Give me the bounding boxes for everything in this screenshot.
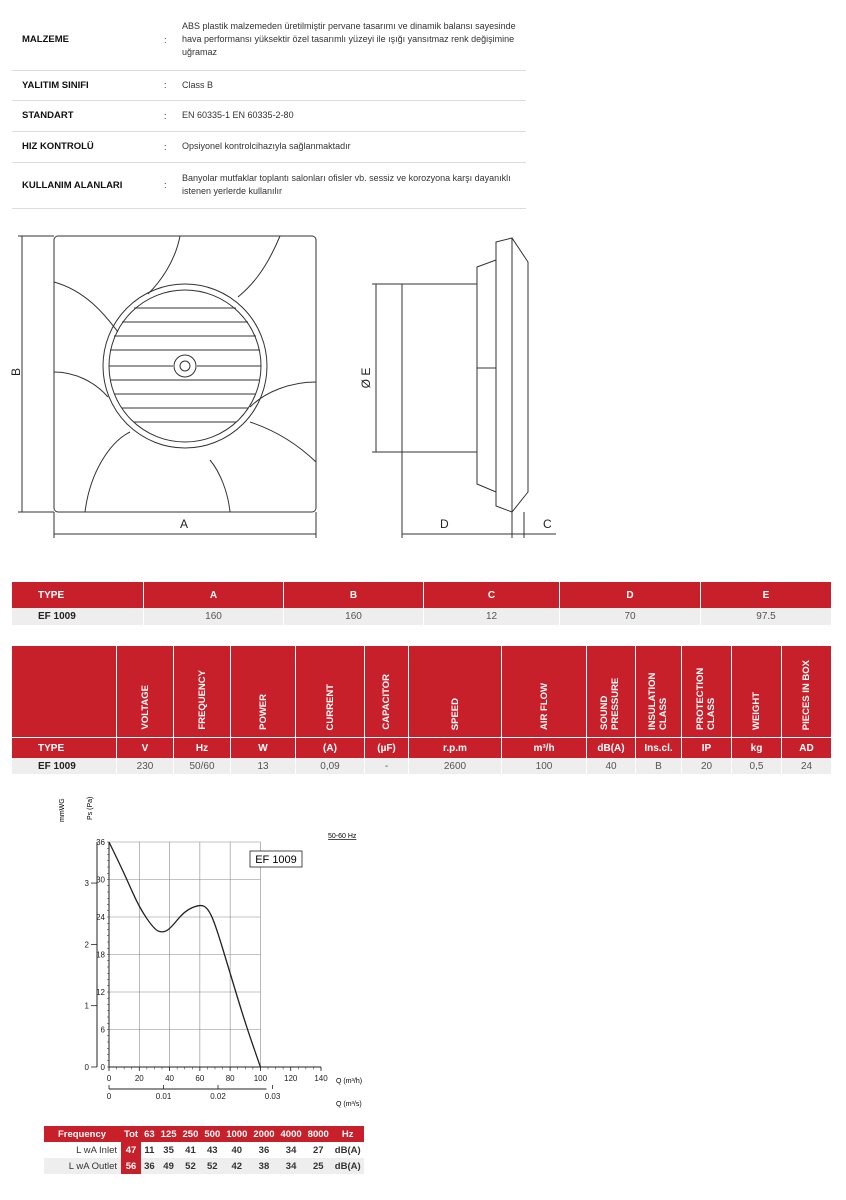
dimensions-header: E — [701, 582, 832, 608]
swirl-line — [250, 382, 316, 407]
x-tick-label: 120 — [284, 1074, 298, 1083]
spec-key: MALZEME — [12, 10, 164, 70]
y-tick-label: 18 — [96, 950, 105, 960]
electrical-cell: 100 — [502, 758, 587, 774]
y-tick-label: 12 — [96, 988, 105, 997]
unit-cell: V — [117, 738, 174, 759]
electrical-header — [636, 646, 682, 738]
y-tick-label: 30 — [96, 875, 105, 885]
unit-cell: W — [231, 738, 296, 759]
hub-circle — [174, 355, 196, 377]
secondary-x-tick-label: 0 — [106, 1092, 112, 1101]
x-tick-label: 0 — [106, 1074, 112, 1083]
sound-cell: 34 — [285, 1144, 297, 1156]
electrical-table — [12, 646, 831, 774]
unit-cell: dB(A) — [587, 738, 636, 759]
side-view-duct — [402, 284, 477, 452]
sound-cell: 38 — [250, 1158, 277, 1174]
x-tick-label: 60 — [195, 1074, 205, 1083]
dimensions-header: D — [560, 582, 701, 608]
sound-header: 1000 — [223, 1126, 250, 1142]
sound-row-label: L wA Outlet — [44, 1158, 121, 1174]
x-primary-label: Q (m³/h) — [336, 1078, 363, 1085]
sound-header: 8000 — [305, 1126, 332, 1142]
side-view-flange — [477, 260, 496, 492]
electrical-header — [782, 646, 832, 738]
swirl-line — [210, 460, 230, 512]
electrical-header — [502, 646, 587, 738]
electrical-cell: - — [365, 758, 409, 774]
dimension-d-label: D — [440, 517, 449, 531]
frequency-label: Frequency — [44, 1126, 121, 1142]
spec-value: ABS plastik malzemeden üretilmiştir pervane tasarımı ve dinamik balansı sayesinde hava performansı yüksektir özel tasarımlı yüzeyi ile ışığı yansıtmaz renk değişimine uğramaz — [182, 10, 526, 70]
hub-center — [180, 361, 190, 371]
dimensions-cell: 70 — [560, 608, 701, 625]
electrical-cell: 50/60 — [174, 758, 231, 774]
frequency-note: 50-60 Hz — [328, 833, 357, 840]
spec-colon: : — [164, 162, 182, 208]
electrical-header — [231, 646, 296, 738]
swirl-line — [54, 372, 108, 397]
unit-cell: (µF) — [365, 738, 409, 759]
header-voltage: VOLTAGE — [139, 685, 151, 730]
spec-key: KULLANIM ALANLARI — [12, 162, 164, 208]
swirl-line — [54, 282, 118, 332]
sound-power-table — [44, 1126, 364, 1174]
dimension-b-label: B — [9, 367, 23, 377]
spec-row — [12, 100, 526, 131]
sound-header: 2000 — [250, 1126, 277, 1142]
y-secondary-label: mmWG — [59, 798, 66, 822]
sound-cell: 11 — [144, 1144, 155, 1156]
y-primary-label: Ps (Pa) — [87, 796, 94, 820]
electrical-header — [409, 646, 502, 738]
electrical-cell: 230 — [117, 758, 174, 774]
sound-header: Tot — [121, 1126, 141, 1142]
sound-unit: dB(A) — [334, 1144, 361, 1156]
sound-unit: dB(A) — [332, 1158, 364, 1174]
dimension-a-label: A — [180, 517, 189, 531]
electrical-unit-row — [12, 738, 831, 759]
unit-cell: r.p.m — [409, 738, 502, 759]
electrical-cell: EF 1009 — [12, 758, 117, 774]
sound-cell: 34 — [278, 1158, 305, 1174]
spec-colon: : — [164, 100, 182, 131]
technical-drawing — [0, 222, 846, 552]
header-speed: SPEED — [449, 697, 461, 730]
dimensions-header: A — [144, 582, 284, 608]
model-label: EF 1009 — [255, 854, 297, 866]
electrical-header — [682, 646, 732, 738]
dimensions-header: TYPE — [12, 582, 144, 608]
dimension-e-label: Ø E — [359, 367, 373, 389]
spec-colon: : — [164, 70, 182, 100]
sound-row — [44, 1158, 364, 1174]
electrical-header-row — [12, 646, 831, 738]
header-capacitor: CAPACITOR — [381, 674, 392, 730]
header-pieces-in-box: PIECES IN BOX — [801, 659, 812, 730]
spec-row — [12, 10, 526, 70]
spec-key: YALITIM SINIFI — [12, 70, 164, 100]
secondary-y-tick-label: 3 — [84, 879, 89, 889]
dimension-c-label: C — [543, 517, 552, 531]
spec-row — [12, 70, 526, 100]
unit-cell: AD — [782, 738, 832, 759]
electrical-header — [174, 646, 231, 738]
spec-value: EN 60335-1 EN 60335-2-80 — [182, 100, 526, 131]
sound-cell: 40 — [231, 1144, 243, 1156]
dimensions-table — [12, 582, 831, 625]
header-frequency: FREQUENCY — [196, 670, 208, 730]
sound-row — [44, 1142, 364, 1158]
performance-chart — [0, 790, 400, 1120]
y-tick-label: 24 — [96, 913, 105, 922]
header-sound-pressure: SOUND PRESSURE — [599, 677, 621, 730]
unit-cell: (A) — [296, 738, 365, 759]
sound-cell: 52 — [201, 1158, 223, 1174]
secondary-x-tick-label: 0.03 — [264, 1092, 281, 1101]
unit-cell: IP — [682, 738, 732, 759]
sound-cell: 41 — [185, 1144, 196, 1156]
header-protection-class: PROTECTION CLASS — [694, 667, 717, 730]
header-insulation-class: INSULATION CLASS — [646, 672, 669, 730]
front-view-frame — [54, 236, 316, 512]
specification-table — [12, 10, 526, 209]
spec-key: STANDART — [12, 100, 164, 131]
sound-cell: 25 — [305, 1158, 332, 1174]
electrical-cell: 20 — [682, 758, 732, 774]
x-tick-label: 20 — [134, 1074, 144, 1083]
unit-cell: kg — [732, 738, 782, 759]
spec-value: Banyolar mutfaklar toplantı salonları ofisler vb. sessiz ve korozyona karşı dayanıklı istenen yerlerde kullanılır — [182, 162, 526, 208]
dimensions-header-row — [12, 582, 831, 608]
dimensions-header: C — [424, 582, 560, 608]
unit-cell: TYPE — [12, 738, 117, 759]
spec-colon: : — [164, 10, 182, 70]
electrical-cell: 40 — [587, 758, 636, 774]
x-tick-label: 100 — [253, 1074, 268, 1083]
sound-total: 56 — [121, 1158, 141, 1174]
sound-header: 4000 — [278, 1126, 305, 1142]
sound-header: 63 — [141, 1126, 158, 1142]
sound-cell: 49 — [158, 1158, 180, 1174]
unit-cell: Hz — [174, 738, 231, 759]
sound-cell: 43 — [207, 1144, 218, 1156]
x-tick-label: 80 — [225, 1074, 235, 1083]
swirl-line — [238, 236, 280, 297]
dimensions-header: B — [284, 582, 424, 608]
electrical-header — [12, 646, 117, 738]
sound-cell: 35 — [163, 1144, 174, 1156]
spec-value: Opsiyonel kontrolcihazıyla sağlanmaktadır — [182, 131, 526, 162]
spec-row — [12, 131, 526, 162]
y-tick-label: 0 — [100, 1063, 105, 1072]
electrical-row — [12, 758, 831, 774]
sound-header: 500 — [201, 1126, 223, 1142]
sound-total: 47 — [121, 1142, 141, 1158]
electrical-cell: 0,5 — [732, 758, 782, 774]
sound-cell: 36 — [258, 1144, 270, 1156]
y-tick-label: 6 — [100, 1025, 105, 1035]
electrical-cell: 0,09 — [296, 758, 365, 774]
x-tick-label: 40 — [165, 1074, 175, 1083]
secondary-y-tick-label: 2 — [84, 940, 89, 950]
secondary-x-tick-label: 0.02 — [210, 1092, 226, 1101]
electrical-header — [587, 646, 636, 738]
electrical-cell: 2600 — [409, 758, 502, 774]
electrical-header — [732, 646, 782, 738]
electrical-header — [296, 646, 365, 738]
sound-cell: 42 — [223, 1158, 250, 1174]
x-secondary-label: Q (m³/s) — [336, 1101, 362, 1108]
header-air-flow: AIR FLOW — [538, 683, 550, 730]
secondary-y-tick-label: 0 — [84, 1063, 89, 1072]
dimensions-cell: 12 — [424, 608, 560, 625]
swirl-line — [250, 422, 316, 462]
swirl-line — [85, 432, 130, 512]
electrical-cell: 24 — [782, 758, 832, 774]
dimensions-cell: 97.5 — [701, 608, 832, 625]
dimensions-cell: 160 — [284, 608, 424, 625]
spec-row — [12, 162, 526, 208]
sound-header: 250 — [180, 1126, 202, 1142]
sound-header: Hz — [332, 1126, 364, 1142]
sound-header: 125 — [158, 1126, 180, 1142]
sound-cell: 52 — [180, 1158, 202, 1174]
swirl-line — [148, 236, 180, 294]
sound-row-label: L wA Inlet — [76, 1144, 117, 1156]
electrical-cell: B — [636, 758, 682, 774]
y-tick-label: 36 — [96, 838, 105, 847]
electrical-header — [365, 646, 409, 738]
unit-cell: m³/h — [502, 738, 587, 759]
header-power: POWER — [257, 694, 269, 730]
dimensions-row — [12, 608, 831, 625]
sound-header-row — [44, 1126, 364, 1142]
header-weight: WEIGHT — [751, 692, 762, 730]
unit-cell: Ins.cl. — [636, 738, 682, 759]
header-current: CURRENT — [324, 683, 336, 730]
electrical-header — [117, 646, 174, 738]
spec-colon: : — [164, 131, 182, 162]
secondary-y-tick-label: 1 — [84, 1001, 89, 1011]
sound-cell: 27 — [312, 1144, 324, 1156]
spec-value: Class B — [182, 70, 526, 100]
sound-cell: 36 — [141, 1158, 158, 1174]
spec-key: HIZ KONTROLÜ — [12, 131, 164, 162]
electrical-cell: 13 — [231, 758, 296, 774]
dimensions-cell: EF 1009 — [12, 608, 144, 625]
secondary-x-tick-label: 0.01 — [155, 1092, 172, 1101]
x-tick-label: 140 — [314, 1074, 328, 1083]
dimensions-cell: 160 — [144, 608, 284, 625]
